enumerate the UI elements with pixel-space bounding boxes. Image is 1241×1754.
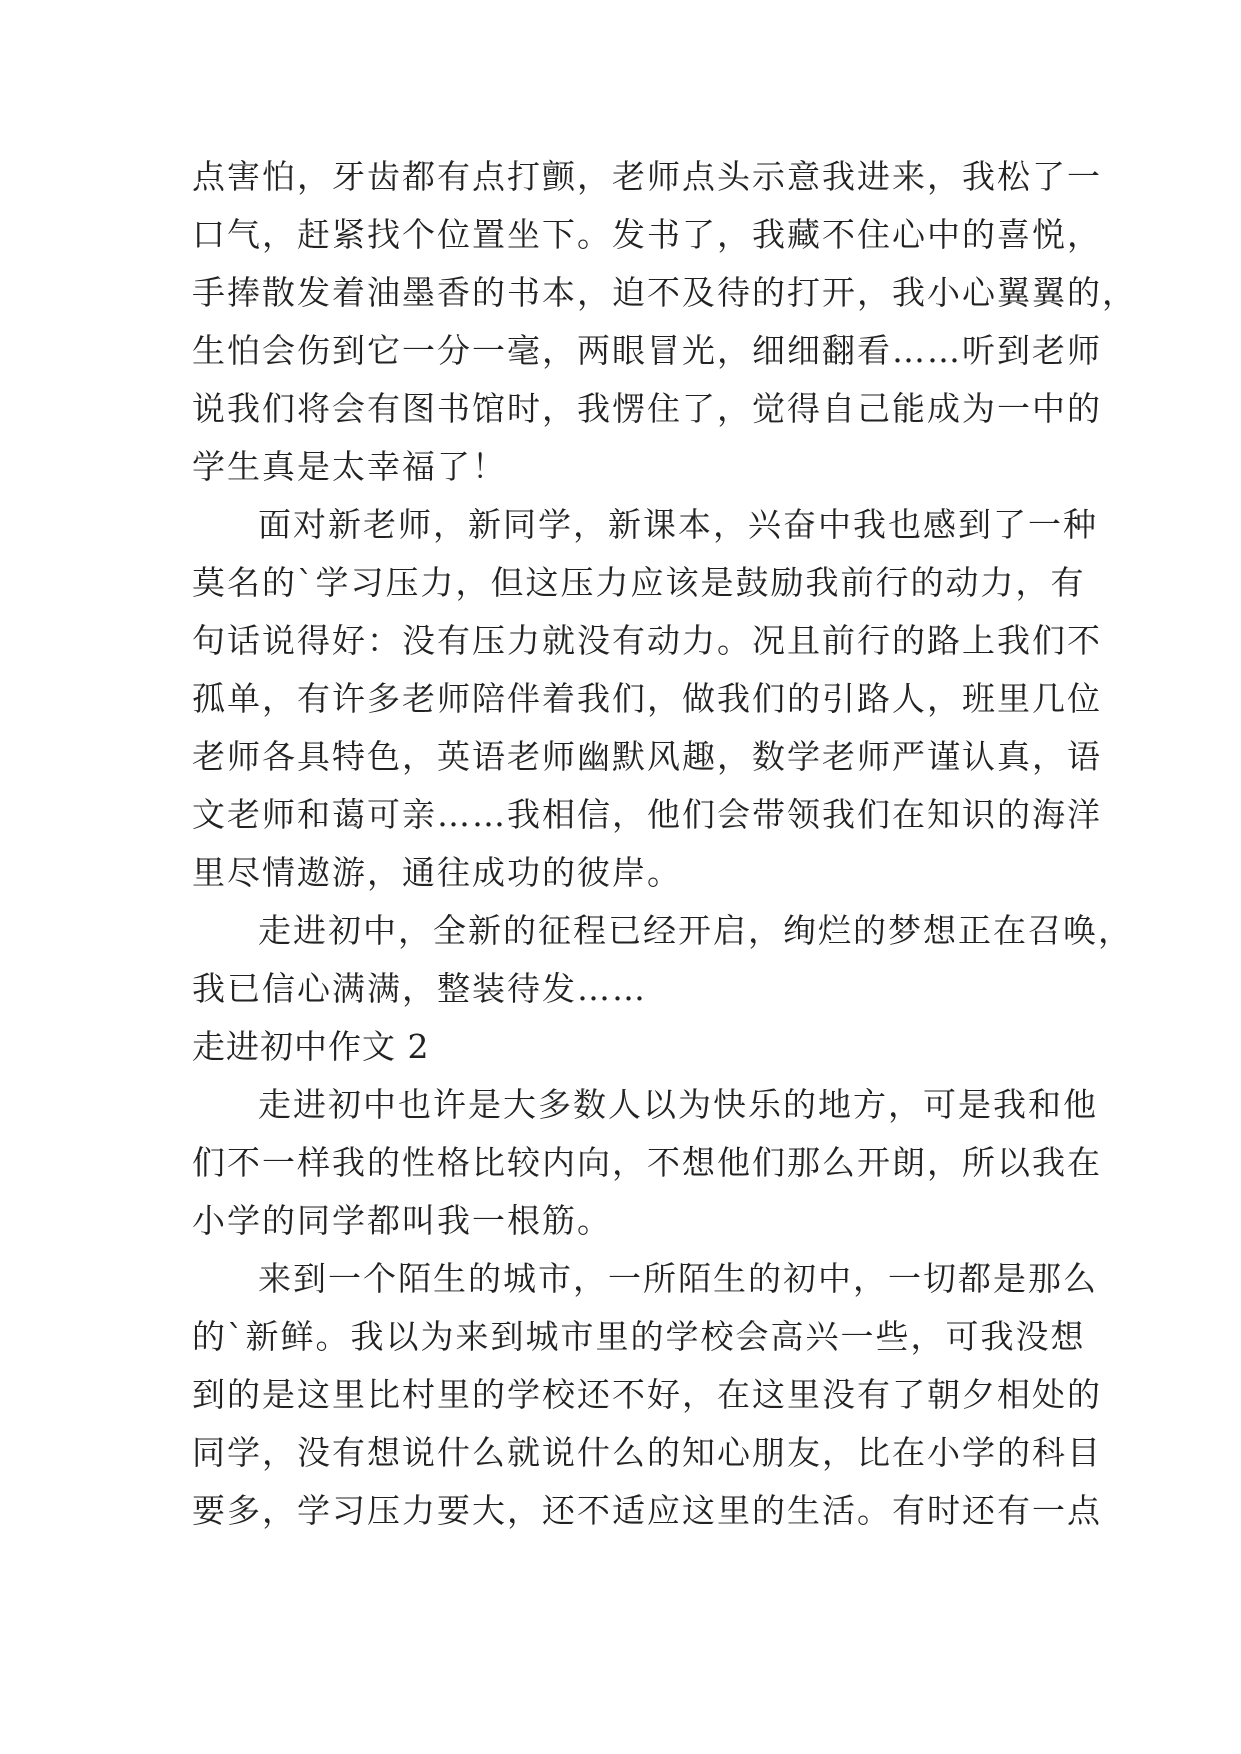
text-line: 我已信心满满，整装待发…… (192, 969, 647, 1008)
text-line: 说我们将会有图书馆时，我愣住了，觉得自己能成为一中的 (192, 389, 1102, 428)
text-line: 点害怕，牙齿都有点打颤，老师点头示意我进来，我松了一 (192, 157, 1102, 196)
text-line: 文老师和蔼可亲……我相信，他们会带领我们在知识的海洋 (192, 795, 1102, 834)
text-line: 孤单，有许多老师陪伴着我们，做我们的引路人，班里几位 (192, 679, 1102, 718)
text-line: 走进初中，全新的征程已经开启，绚烂的梦想正在召唤， (258, 911, 1133, 950)
text-line: 老师各具特色，英语老师幽默风趣，数学老师严谨认真，语 (192, 737, 1102, 776)
text-line: 来到一个陌生的城市，一所陌生的初中，一切都是那么 (258, 1259, 1098, 1298)
paragraph (192, 1250, 1102, 1540)
text-line: 生怕会伤到它一分一毫，两眼冒光，细细翻看……听到老师 (192, 331, 1102, 370)
document-body (192, 148, 1137, 1540)
text-line: 的`新鲜。我以为来到城市里的学校会高兴一些，可我没想 (192, 1317, 1086, 1356)
text-line: 面对新老师，新同学，新课本，兴奋中我也感到了一种 (258, 505, 1098, 544)
text-line: 要多，学习压力要大，还不适应这里的生活。有时还有一点 (192, 1491, 1102, 1530)
text-line: 句话说得好：没有压力就没有动力。况且前行的路上我们不 (192, 621, 1102, 660)
text-line: 口气，赶紧找个位置坐下。发书了，我藏不住心中的喜悦， (192, 215, 1102, 254)
text-line: 到的是这里比村里的学校还不好，在这里没有了朝夕相处的 (192, 1375, 1102, 1414)
paragraph (192, 496, 1102, 902)
text-line: 学生真是太幸福了！ (192, 447, 507, 486)
paragraph (192, 148, 1137, 496)
text-line: 手捧散发着油墨香的书本，迫不及待的打开，我小心翼翼的， (192, 273, 1137, 312)
text-line: 小学的同学都叫我一根筋。 (192, 1201, 612, 1240)
section-heading (192, 1018, 1072, 1076)
text-line: 莫名的`学习压力，但这压力应该是鼓励我前行的动力，有 (192, 563, 1086, 602)
text-line: 们不一样我的性格比较内向，不想他们那么开朗，所以我在 (192, 1143, 1102, 1182)
paragraph (192, 902, 1133, 1018)
text-line: 同学，没有想说什么就说什么的知心朋友，比在小学的科目 (192, 1433, 1102, 1472)
paragraph (192, 1076, 1102, 1250)
text-line: 里尽情遨游，通往成功的彼岸。 (192, 853, 682, 892)
heading-text: 走进初中作文 2 (192, 1027, 430, 1066)
text-line: 走进初中也许是大多数人以为快乐的地方，可是我和他 (258, 1085, 1098, 1124)
